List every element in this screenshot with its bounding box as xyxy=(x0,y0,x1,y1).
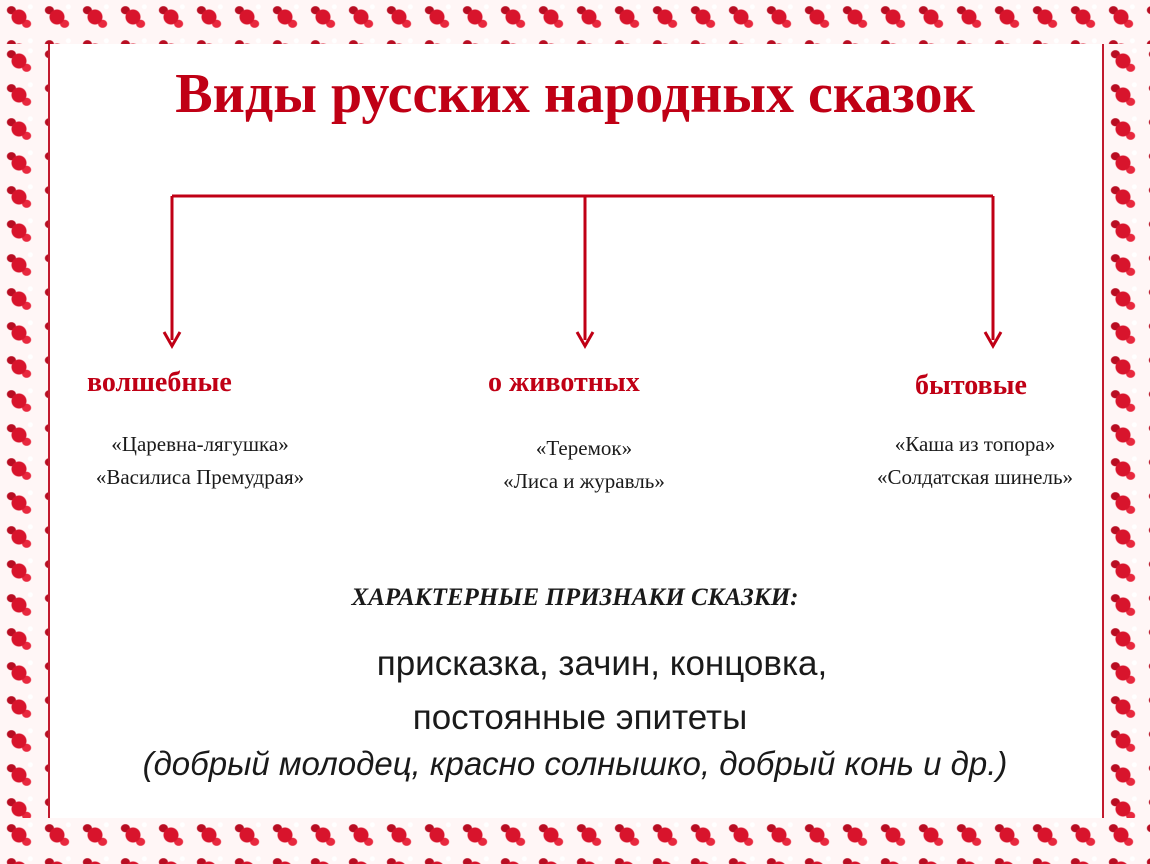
features-heading: ХАРАКТЕРНЫЕ ПРИЗНАКИ СКАЗКИ: xyxy=(351,584,799,611)
examples-animals xyxy=(424,432,744,498)
examples-magic xyxy=(40,428,360,494)
features-examples: (добрый молодец, красно солнышко, добрый конь и др.) xyxy=(142,745,1008,782)
example-item: «Каша из топора» xyxy=(894,432,1056,456)
example-item: «Теремок» xyxy=(535,436,633,460)
category-everyday: бытовые xyxy=(915,370,1027,401)
category-animals: о животных xyxy=(488,367,640,398)
category-magic: волшебные xyxy=(87,367,232,398)
example-item: «Царевна-лягушка» xyxy=(111,432,289,456)
example-item: «Лиса и журавль» xyxy=(503,469,665,493)
page-title: Виды русских народных сказок xyxy=(175,63,975,125)
examples-everyday xyxy=(815,428,1135,494)
features-line-2: постоянные эпитеты xyxy=(412,698,748,737)
features-line-1: присказка, зачин, концовка, xyxy=(376,644,828,683)
example-item: «Василиса Премудрая» xyxy=(95,465,305,489)
example-item: «Солдатская шинель» xyxy=(876,465,1074,489)
